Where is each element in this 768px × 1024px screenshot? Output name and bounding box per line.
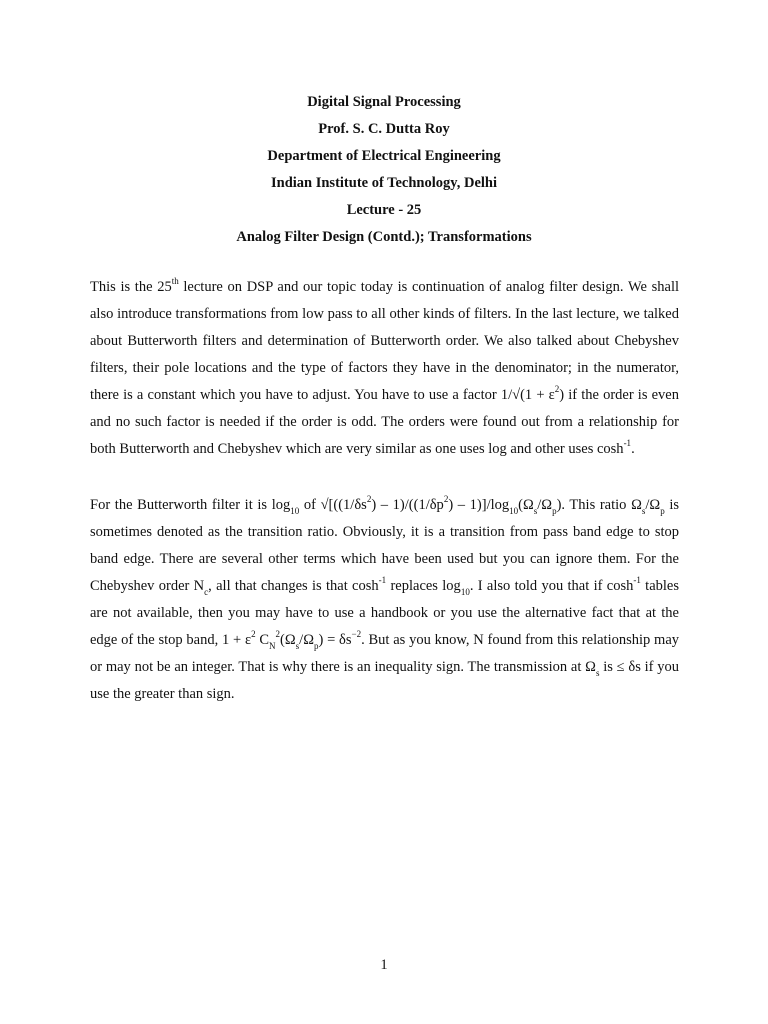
lecture-header <box>0 89 768 251</box>
professor-name: Prof. S. C. Dutta Roy <box>318 121 450 137</box>
department-name: Department of Electrical Engineering <box>267 148 501 164</box>
course-title: Digital Signal Processing <box>307 94 461 110</box>
paragraph-intro: This is the 25th lecture on DSP and our topic today is continuation of analog filter design. We shall also introduce transformations from low pass to all other kinds of filters. In the last lecture, we talked about Butterworth filters and determination of Butterworth order. We also talked about Chebyshev filters, their pole locations and the type of factors they have in the denominator; in the numerator, there is a constant which you have to adjust. You have to use a factor $1/√(1 + \varepsilon^2)$ if the order is even and no such factor is needed if the order is odd. The orders were found out from a relationship for both Butterworth and Chebyshev which are very similar as one uses log and other uses $\cosh^{-1}$. <box>90 276 679 457</box>
lecture-number: Lecture - 25 <box>346 202 422 218</box>
lecture-topic: Analog Filter Design (Contd.); Transformations <box>236 229 532 245</box>
institute-name: Indian Institute of Technology, Delhi <box>270 175 498 191</box>
paragraph-butterworth: For the Butterworth filter it is $\log_{10}$ of $√[((1/\delta s^2) - 1)/((1/\delta p^2) - 1)]/\log_{10}(\Omega_s/\Omega_p)$. This ratio $\Omega_s/\Omega_p$ is sometimes denoted as the transition ratio. Obviously, it is a transition from pass band edge to stop band edge. There are several other terms which have been used but you can ignore them. For the Chebyshev order $N_c$, all that changes is that $\cosh^{-1}$ replaces $\log_{10}$. I also told you that if $\cosh^{-1}$ tables are not available, then you may have to use a handbook or you use the alternative fact that at the edge of the stop band, $1 + \varepsilon^2$ $C_N^2(\Omega_s/\Omega_p) = \delta s^{-2}$. But as you know, N found from this relationship may or may not be an integer. That is why there is an inequality sign. The transmission at $\Omega_s$ is ≤ δs if you use the greater than sign. <box>90 494 680 702</box>
page-number: 1 <box>380 957 388 973</box>
